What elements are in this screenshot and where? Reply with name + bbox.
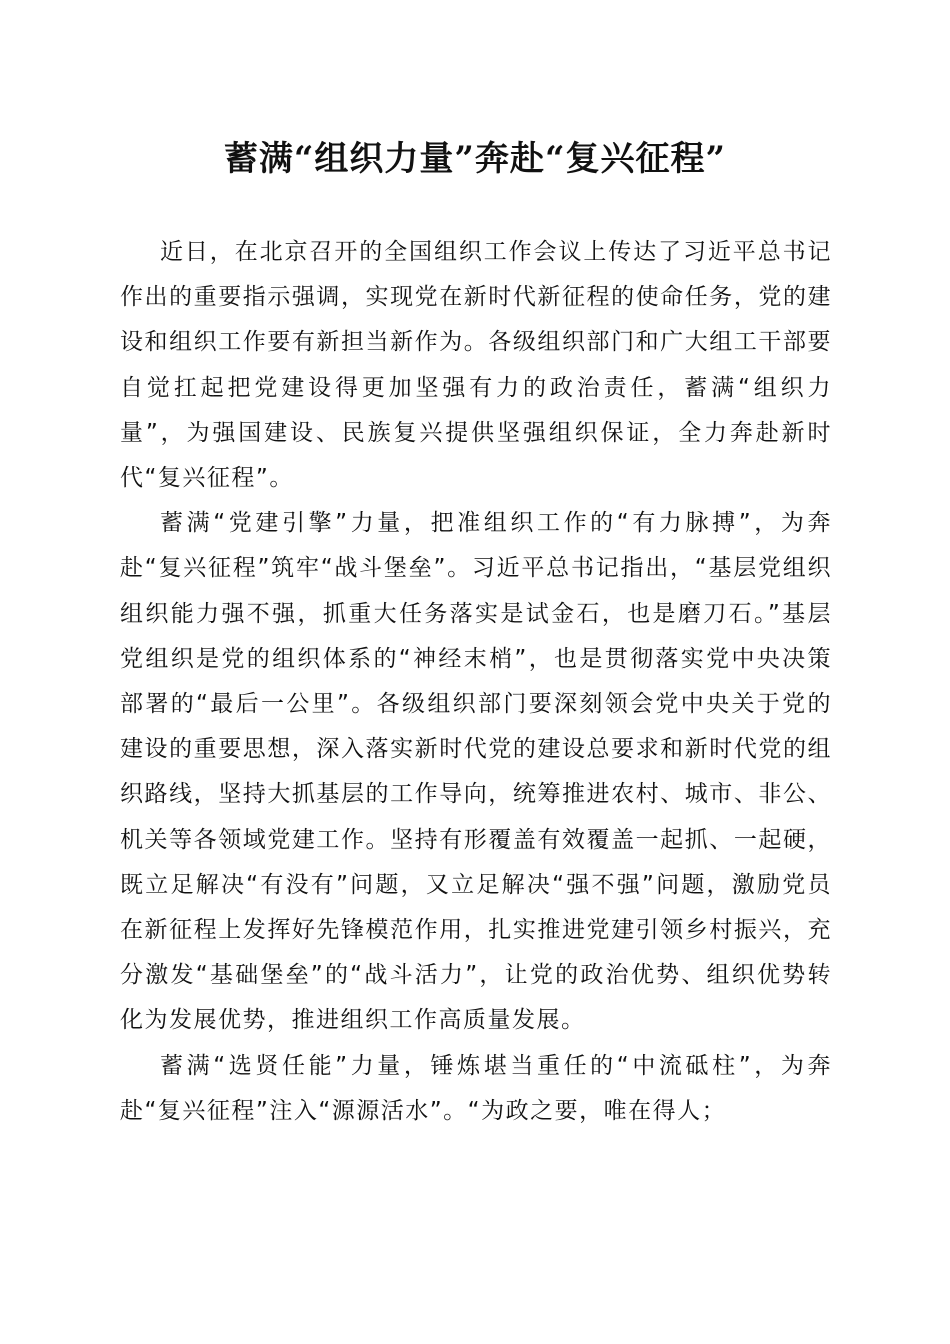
article-body <box>120 230 832 1134</box>
paragraph-party-building: 蓄满“党建引擎”力量，把准组织工作的“有力脉搏”，为奔赴“复兴征程”筑牢“战斗堡垒”。习近平总书记指出，“基层党组织组织能力强不强，抓重大任务落实是试金石，也是磨刀石。”基层党组织是党的组织体系的“神经末梢”，也是贯彻落实党中央决策部署的“最后一公里”。各级组织部门要深刻领会党中央关于党的建设的重要思想，深入落实新时代党的建设总要求和新时代党的组织路线，坚持大抓基层的工作导向，统筹推进农村、城市、非公、机关等各领域党建工作。坚持有形覆盖有效覆盖一起抓、一起硬，既立足解决“有没有”问题，又立足解决“强不强”问题，激励党员在新征程上发挥好先锋模范作用，扎实推进党建引领乡村振兴，充分激发“基础堡垒”的“战斗活力”，让党的政治优势、组织优势转化为发展优势，推进组织工作高质量发展。 <box>120 510 832 1034</box>
article-title: 蓄满“组织力量”奔赴“复兴征程” <box>223 139 727 179</box>
paragraph-intro: 近日，在北京召开的全国组织工作会议上传达了习近平总书记作出的重要指示强调，实现党在新时代新征程的使命任务，党的建设和组织工作要有新担当新作为。各级组织部门和广大组工干部要自觉扛起把党建设得更加坚强有力的政治责任，蓄满“组织力量”，为强国建设、民族复兴提供坚强组织保证，全力奔赴新时代“复兴征程”。 <box>120 239 832 492</box>
paragraph-talent-selection: 蓄满“选贤任能”力量，锤炼堪当重任的“中流砥柱”，为奔赴“复兴征程”注入“源源活水”。“为政之要，唯在得人； <box>120 1052 832 1124</box>
